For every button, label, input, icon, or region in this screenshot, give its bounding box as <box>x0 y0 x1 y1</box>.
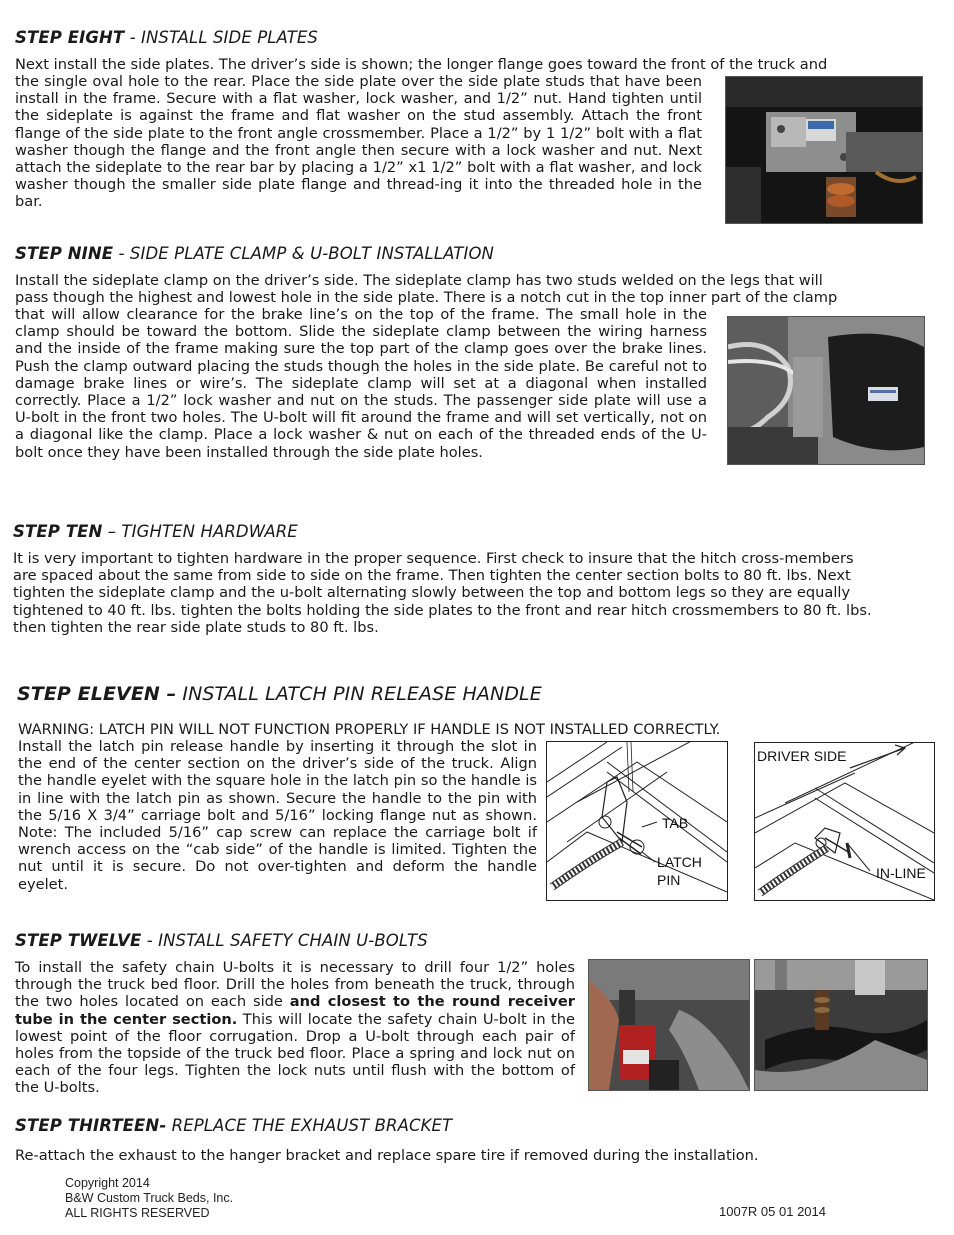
latch-pin-tab-diagram <box>546 741 728 901</box>
drilling-photo-drawing <box>589 960 749 1090</box>
step-nine-heading: STEP NINE - SIDE PLATE CLAMP & U-BOLT INSTALLATION <box>15 244 494 263</box>
safety-chain-u-bolt-photo <box>754 959 928 1091</box>
side-plate-clamp-photo-drawing <box>728 317 924 464</box>
safety-chain-u-bolt-photo-drawing <box>755 960 927 1090</box>
copyright-line: Copyright 2014 <box>65 1176 150 1190</box>
rights-line: ALL RIGHTS RESERVED <box>65 1206 210 1220</box>
tab-label: TAB <box>662 815 689 831</box>
step-eight-heading: STEP EIGHT - INSTALL SIDE PLATES <box>15 28 318 47</box>
step-twelve-heading: STEP TWELVE - INSTALL SAFETY CHAIN U-BOLTS <box>15 931 428 950</box>
step-eleven-body: Install the latch pin release handle by inserting it through the slot in the end of the center section on the driver’s side of the truck. Align the handle eyelet with the square hole in the latch pin so the handle is in line with the latch pin as shown. Secure the handle to the pin with the 5/16 X 3/4” carriage bolt and 5/16” locking flange nut as shown. Note: The included 5/16” cap screw can replace the carriage bolt if wrench access on the “cab side” of the handle is limited. Tighten the nut until it is secure. Do not over-tighten and deform the handle eyelet. <box>18 738 537 893</box>
company-line: B&W Custom Truck Beds, Inc. <box>65 1191 234 1205</box>
copyright-block <box>65 1176 233 1221</box>
step-eight-first-line: Next install the side plates. The driver’s side is shown; the longer flange goes toward the front of the truck and <box>15 56 828 73</box>
in-line-diagram <box>754 742 935 901</box>
step-twelve-body: To install the safety chain U-bolts it is necessary to drill four 1/2” holes through the truck bed floor. Drill the holes from beneath the truck, through the two holes located on each side and closest to the round receiver tube in the center section. This will locate the safety chain U-bolt in the lowest point of the floor corrugation. Drop a U-bolt through each pair of holes from the topside of the truck bed floor. Place a spring and lock nut on each of the four legs. Tighten the lock nuts until flush with the bottom of the U-bolts. <box>15 959 576 1097</box>
step-eight-body: the single oval hole to the rear. Place the side plate over the side plate studs that have been install in the frame. Secure with a flat washer, lock washer, and 1/2” nut. Hand tighten until the sideplate is against the frame and flat washer on the stud assembly. Attach the front flange of the side plate to the front angle crossmember. Place a 1/2” by 1 1/2” bolt with a flat washer though the flange and the front angle then secure with a lock washer and nut. Next attach the sideplate to the rear bar by placing a 1/2” x1 1/2” bolt with a flat washer, and lock washer though the smaller side plate flange and thread-ing it into the threaded hole in the bar. <box>15 73 702 211</box>
latch-pin-tab-drawing <box>547 742 727 900</box>
document-code: 1007R 05 01 2014 <box>719 1204 826 1219</box>
pin-label: PIN <box>657 872 681 888</box>
driver-side-label: DRIVER SIDE <box>757 748 847 764</box>
step-thirteen-body: Re-attach the exhaust to the hanger bracket and replace spare tire if removed during the installation. <box>15 1147 759 1164</box>
step-nine-line-1: Install the sideplate clamp on the driver’s side. The sideplate clamp has two studs welded on the legs that will <box>15 272 823 289</box>
in-line-label: IN-LINE <box>876 865 926 881</box>
latch-label: LATCH <box>657 854 702 870</box>
step-ten-heading: STEP TEN – TIGHTEN HARDWARE <box>13 522 298 541</box>
step-thirteen-heading: STEP THIRTEEN- REPLACE THE EXHAUST BRACKET <box>15 1116 453 1135</box>
step-nine-line-2: pass though the highest and lowest hole in the side plate. There is a notch cut in the top inner part of the clamp <box>15 289 838 306</box>
latch-pin-warning: WARNING: LATCH PIN WILL NOT FUNCTION PROPERLY IF HANDLE IS NOT INSTALLED CORRECTLY. <box>18 721 721 738</box>
step-eleven-heading: STEP ELEVEN – INSTALL LATCH PIN RELEASE HANDLE <box>17 683 542 705</box>
side-plate-photo-drawing <box>726 77 922 223</box>
side-plate-photo <box>725 76 923 224</box>
step-nine-body: that will allow clearance for the brake line’s on the top of the frame. The small hole in the clamp should be toward the bottom. Slide the sideplate clamp between the wiring harness and the inside of the frame making sure the top part of the clamp goes over the brake lines. Push the clamp outward placing the studs though the holes in the side plate. Be careful not to damage brake lines or wire’s. The sideplate clamp will set at a diagonal when installed correctly. Place a 1/2” lock washer and nut on the studs. The passenger side plate will use a U-bolt in the front two holes. The U-bolt will fit around the frame and will set vertically, not on a diagonal like the clamp. Place a lock washer & nut on each of the threaded ends of the U-bolt once they have been installed through the side plate holes. <box>15 306 707 461</box>
side-plate-clamp-photo <box>727 316 925 465</box>
drilling-photo <box>588 959 750 1091</box>
step-ten-body: It is very important to tighten hardware in the proper sequence. First check to insure that the hitch cross-members are spaced about the same from side to side on the frame. Then tighten the center section bolts to 80 ft. lbs. Next tighten the sideplate clamp and the u-bolt alternating slowly between the top and bottom legs so they are equally tightened to 40 ft. lbs. tighten the bolts holding the side plates to the front and rear hitch crossmembers to 80 ft. lbs. then tighten the rear side plate studs to 80 ft. lbs. <box>13 550 872 636</box>
